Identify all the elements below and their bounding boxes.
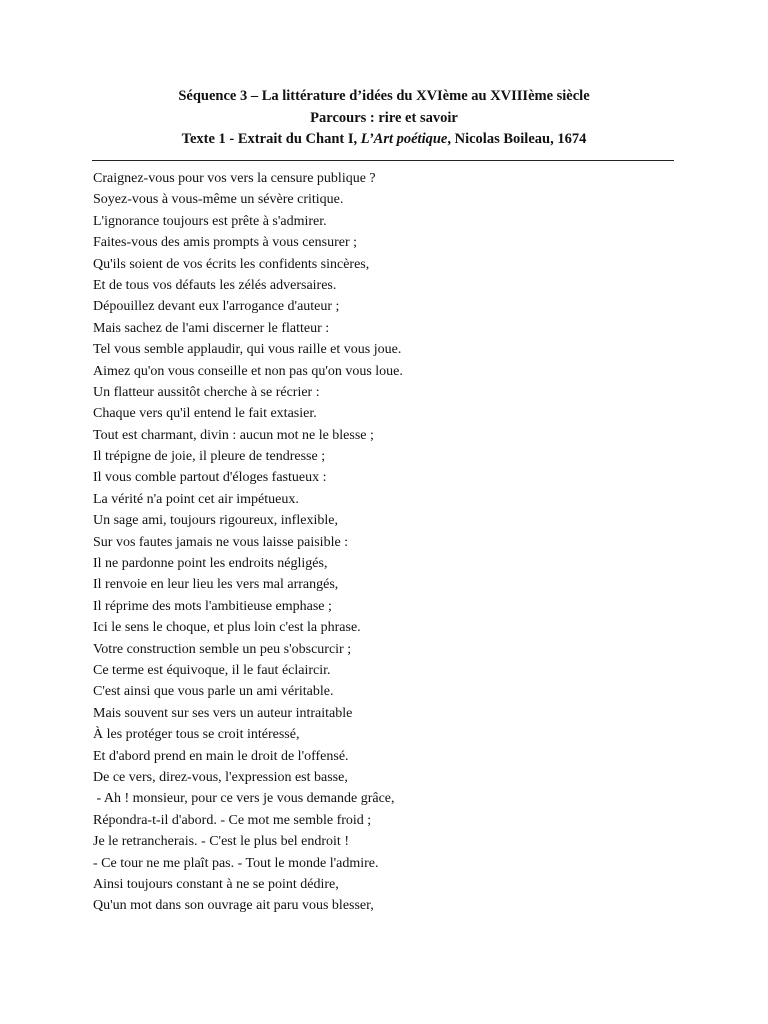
verse-line: Il renvoie en leur lieu les vers mal arrangés, bbox=[93, 577, 339, 593]
work-title: L’Art poétique bbox=[360, 131, 448, 147]
verse-line: Ce terme est équivoque, il le faut éclaircir. bbox=[93, 662, 331, 678]
sequence-title: Séquence 3 – La littérature d’idées du XVIème au XVIIIème siècle bbox=[178, 88, 590, 104]
verse-line: Craignez-vous pour vos vers la censure publique ? bbox=[93, 171, 376, 186]
text-title-suffix: , Nicolas Boileau, 1674 bbox=[447, 131, 587, 147]
verse-line: Et d'abord prend en main le droit de l'offensé. bbox=[93, 748, 349, 764]
verse-line: Répondra-t-il d'abord. - Ce mot me semble froid ; bbox=[93, 812, 372, 828]
verse-line: L'ignorance toujours est prête à s'admirer. bbox=[93, 213, 327, 229]
verse-line: Chaque vers qu'il entend le fait extasier. bbox=[93, 406, 317, 422]
verse-line: Faites-vous des amis prompts à vous censurer ; bbox=[93, 235, 358, 251]
verse-line: Et de tous vos défauts les zélés adversaires. bbox=[93, 277, 337, 293]
verse-line: Ici le sens le choque, et plus loin c'est la phrase. bbox=[93, 620, 361, 636]
verse-line: À les protéger tous se croit intéressé, bbox=[93, 727, 300, 743]
verse-line: Il vous comble partout d'éloges fastueux : bbox=[93, 470, 327, 486]
verse-line: Il trépigne de joie, il pleure de tendresse ; bbox=[93, 449, 326, 465]
text-title bbox=[0, 129, 768, 151]
verse-line: C'est ainsi que vous parle un ami véritable. bbox=[93, 684, 334, 700]
verse-line: Dépouillez devant eux l'arrogance d'auteur ; bbox=[93, 299, 340, 315]
verse-line: Sur vos fautes jamais ne vous laisse paisible : bbox=[93, 534, 349, 550]
verse-line: De ce vers, direz-vous, l'expression est basse, bbox=[93, 769, 348, 785]
verse-line: Mais souvent sur ses vers un auteur intraitable bbox=[93, 705, 353, 721]
verse-line: La vérité n'a point cet air impétueux. bbox=[93, 491, 299, 507]
parcours-title: Parcours : rire et savoir bbox=[310, 109, 458, 126]
verse-line: Qu'un mot dans son ouvrage ait paru vous blesser, bbox=[93, 898, 374, 914]
verse-line: Aimez qu'on vous conseille et non pas qu'on vous loue. bbox=[93, 363, 403, 379]
verse-line: Un sage ami, toujours rigoureux, inflexible, bbox=[93, 513, 338, 529]
verse-line: Qu'ils soient de vos écrits les confidents sincères, bbox=[93, 256, 370, 272]
verse-line: - Ah ! monsieur, pour ce vers je vous demande grâce, bbox=[93, 791, 395, 807]
text-title-prefix: Texte 1 - Extrait du Chant I, bbox=[181, 131, 361, 147]
verse-line: Tout est charmant, divin : aucun mot ne le blesse ; bbox=[93, 427, 374, 443]
header-divider bbox=[92, 160, 674, 161]
verse-line: Je le retrancherais. - C'est le plus bel endroit ! bbox=[93, 834, 349, 850]
verse-line: Un flatteur aussitôt cherche à se récrier : bbox=[93, 384, 320, 400]
poem-body bbox=[93, 168, 713, 917]
verse-line: Votre construction semble un peu s'obscurcir ; bbox=[93, 641, 352, 657]
verse-line: Il réprime des mots l'ambitieuse emphase ; bbox=[93, 598, 332, 614]
verse-line: Tel vous semble applaudir, qui vous raille et vous joue. bbox=[93, 342, 402, 358]
verse-line: Il ne pardonne point les endroits négligés, bbox=[93, 556, 328, 572]
verse-line: Soyez-vous à vous-même un sévère critique. bbox=[93, 192, 344, 208]
document-header bbox=[0, 86, 768, 151]
verse-line: - Ce tour ne me plaît pas. - Tout le monde l'admire. bbox=[93, 855, 379, 871]
verse-line: Mais sachez de l'ami discerner le flatteur : bbox=[93, 320, 330, 336]
verse-line: Ainsi toujours constant à ne se point dédire, bbox=[93, 876, 339, 892]
